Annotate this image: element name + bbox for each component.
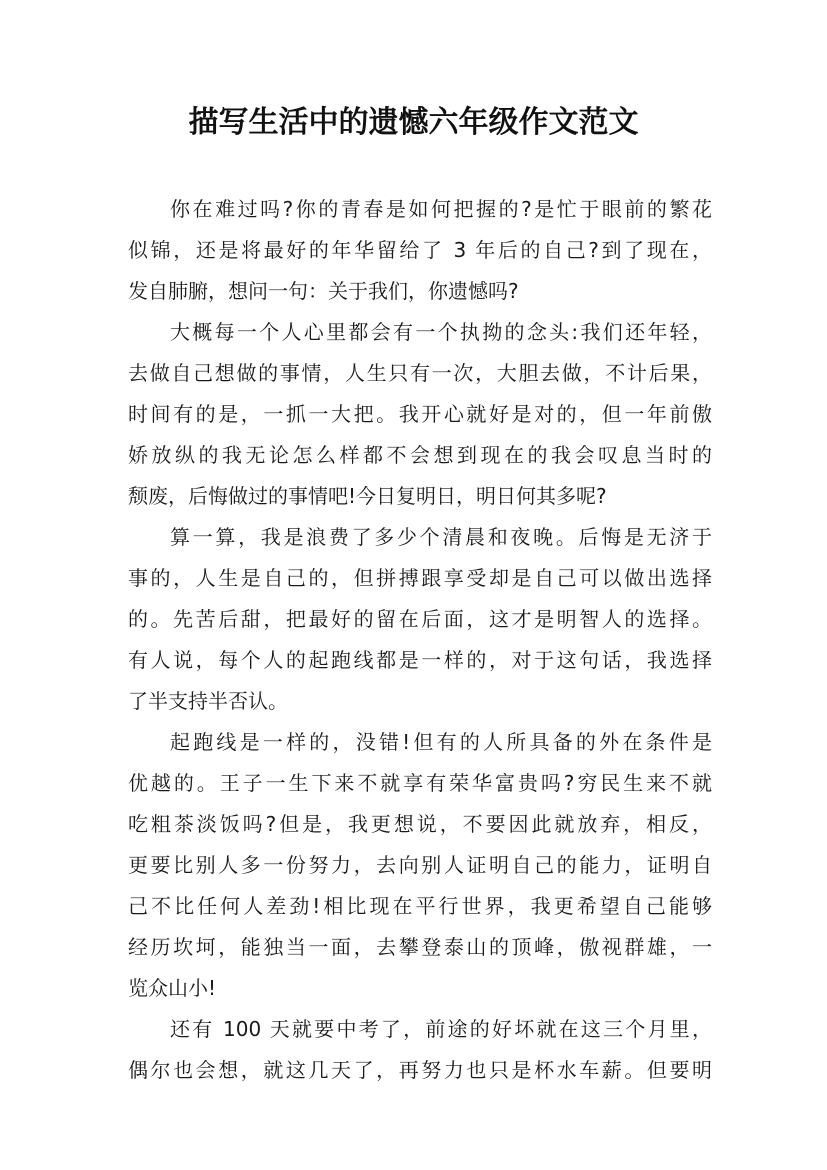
- text-line: 偶尔也会想，就这几天了，再努力也只是杯水车薪。但要明: [128, 1058, 712, 1082]
- text-line: 事的，人生是自己的，但拼搏跟享受却是自己可以做出选择: [128, 566, 712, 590]
- text-line: 的。先苦后甜，把最好的留在后面，这才是明智人的选择。: [128, 607, 712, 631]
- text-line: 还有 100 天就要中考了，前途的好坏就在这三个月里，: [170, 1017, 712, 1041]
- text-line: 发自肺腑，想问一句：关于我们，你遗憾吗?: [128, 279, 519, 303]
- document-title: 描写生活中的遗憾六年级作文范文: [188, 105, 639, 140]
- text-line: 娇放纵的我无论怎么样都不会想到现在的我会叹息当时的: [128, 443, 712, 467]
- text-line: 览众山小!: [128, 976, 217, 1000]
- text-line: 吃粗茶淡饭吗?但是，我更想说，不要因此就放弃，相反，: [128, 812, 712, 836]
- text-line: 有人说，每个人的起跑线都是一样的，对于这句话，我选择: [128, 648, 712, 672]
- text-line: 算一算，我是浪费了多少个清晨和夜晚。后悔是无济于: [170, 525, 712, 549]
- text-line: 似锦，还是将最好的年华留给了 3 年后的自己?到了现在，: [128, 238, 712, 262]
- text-line: 去做自己想做的事情，人生只有一次，大胆去做，不计后果，: [128, 361, 712, 385]
- text-line: 己不比任何人差劲!相比现在平行世界，我更希望自己能够: [128, 894, 712, 918]
- text-line: 更要比别人多一份努力，去向别人证明自己的能力，证明自: [128, 853, 712, 877]
- text-line: 了半支持半否认。: [128, 689, 288, 713]
- text-line: 大概每一个人心里都会有一个执拗的念头:我们还年轻，: [170, 320, 712, 344]
- text-line: 颓废，后悔做过的事情吧!今日复明日，明日何其多呢?: [128, 484, 607, 508]
- text-line: 时间有的是，一抓一大把。我开心就好是对的，但一年前傲: [128, 402, 712, 426]
- text-line: 优越的。王子一生下来不就享有荣华富贵吗?穷民生来不就: [128, 771, 712, 795]
- text-line: 经历坎坷，能独当一面，去攀登泰山的顶峰，傲视群雄，一: [128, 935, 712, 959]
- document-body: [128, 189, 712, 1091]
- text-line: 起跑线是一样的，没错!但有的人所具备的外在条件是: [170, 730, 712, 754]
- text-line: 你在难过吗?你的青春是如何把握的?是忙于眼前的繁花: [170, 197, 712, 221]
